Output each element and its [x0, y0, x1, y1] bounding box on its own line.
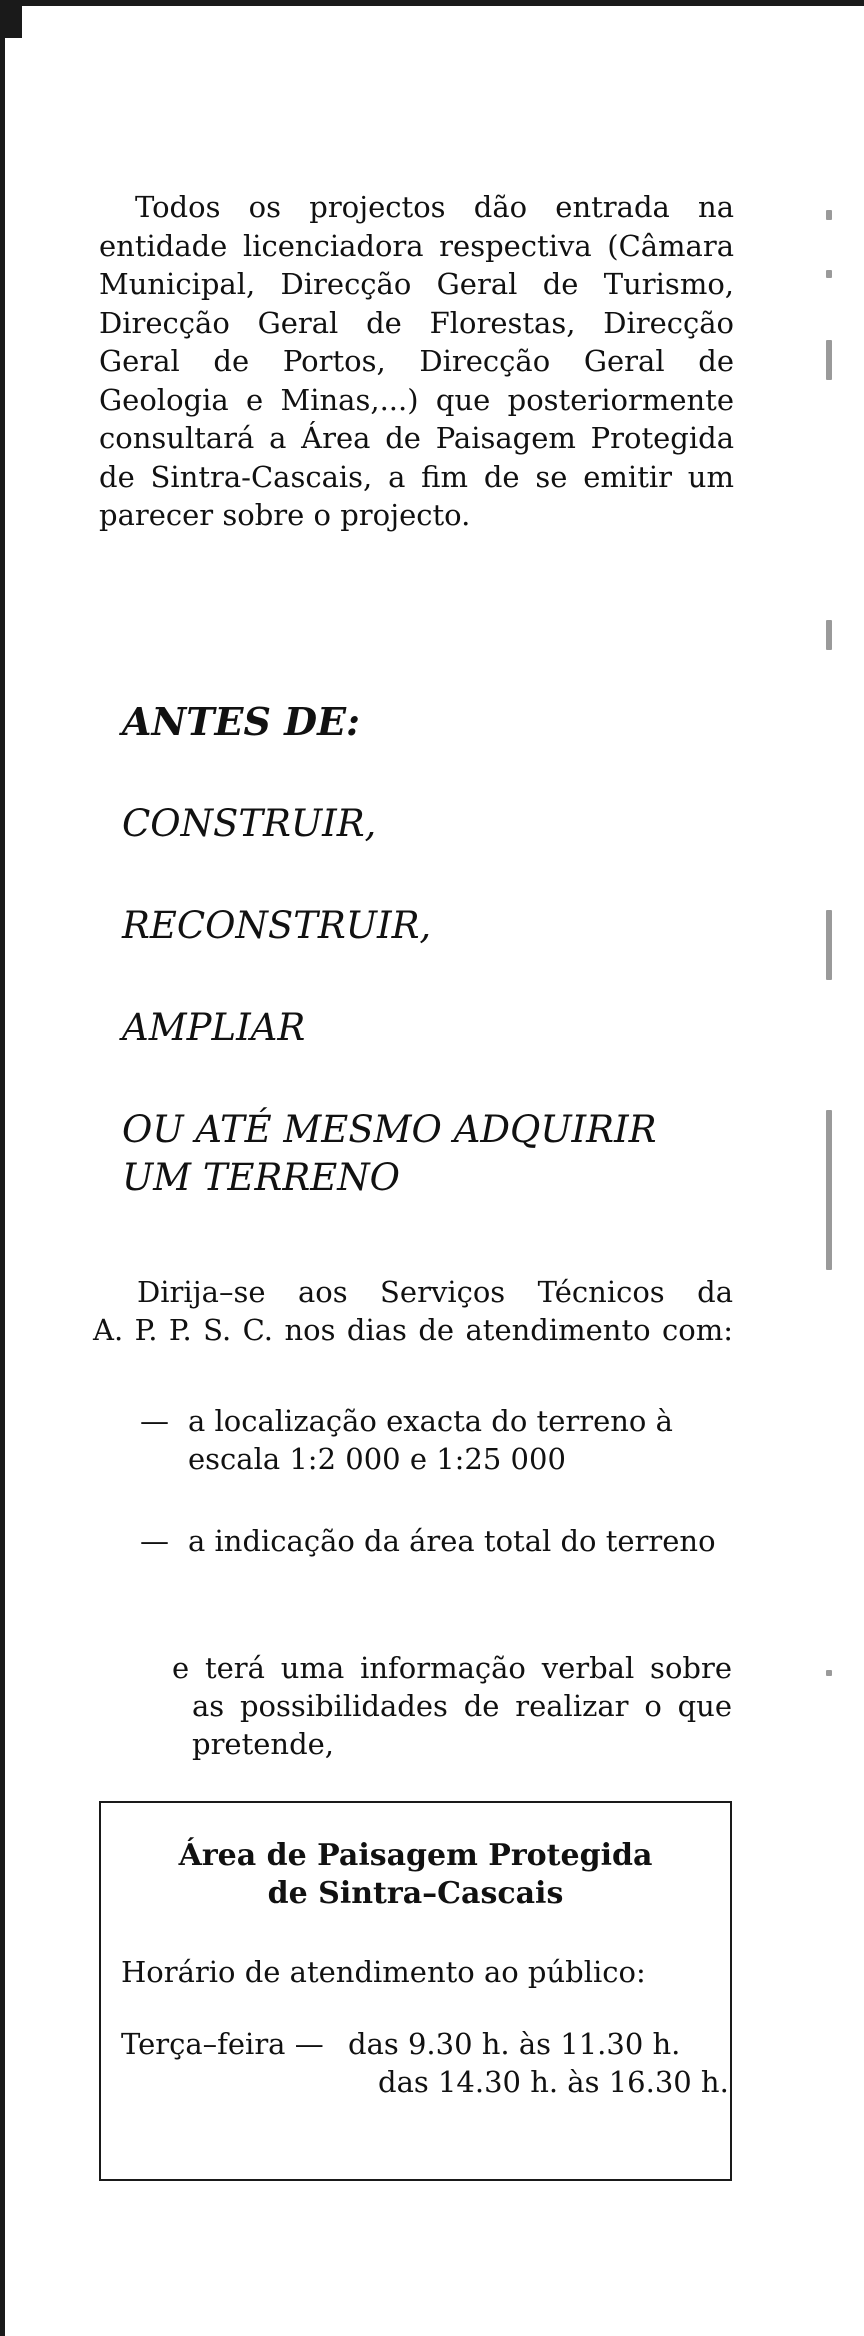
page-left-edge: [0, 0, 5, 2336]
box-title-line-2: de Sintra–Cascais: [267, 1876, 564, 1911]
dash-marker: —: [140, 1404, 169, 1438]
bleed-mark: [826, 1110, 832, 1270]
requirement-text: a localização exacta do terreno à escala 1:2 000 e 1:25 000: [188, 1404, 673, 1476]
hours-row: [121, 2025, 729, 2099]
bleed-mark: [826, 1670, 832, 1676]
action-construir: CONSTRUIR,: [122, 802, 377, 845]
page-corner-edge: [0, 0, 22, 38]
action-reconstruir: RECONSTRUIR,: [122, 904, 432, 947]
bleed-mark: [826, 340, 832, 380]
hours-label: Horário de atendimento ao público:: [121, 1955, 646, 1989]
hours-time-afternoon: das 14.30 h. às 16.30 h.: [378, 2065, 729, 2099]
antes-de-heading: ANTES DE:: [122, 699, 361, 744]
dirija-line-1: Dirija–se aos Serviços Técnicos da: [137, 1275, 733, 1309]
hours-day: Terça–feira —: [121, 2027, 324, 2061]
bleed-through-marks: [826, 190, 840, 1690]
hours-times: [348, 2025, 729, 2101]
box-title-line-1: Área de Paisagem Protegida: [178, 1838, 653, 1873]
dirija-line-2: A. P. P. S. C. nos dias de atendimento com:: [93, 1313, 733, 1347]
requirement-item: [140, 1402, 735, 1478]
dirija-paragraph: [93, 1273, 733, 1349]
opening-hours-box: [99, 1801, 732, 2181]
hours-time-morning: das 9.30 h. às 11.30 h.: [348, 2027, 681, 2061]
verbal-info-paragraph: e terá uma informação verbal sobre as possibilidades de realizar o que pretende,: [172, 1651, 732, 1761]
dash-marker: —: [140, 1524, 169, 1558]
action-adquirir-terreno: OU ATÉ MESMO ADQUIRIR UM TERRENO: [122, 1108, 657, 1199]
intro-paragraph: Todos os projectos dão entrada na entidade licenciadora respectiva (Câmara Municipal, Direcção Geral de Turismo, Direcção Geral de Florestas, Direcção Geral de Portos, Direcção Geral de Geologia e Minas,...) que posteriormente consultará a Área de Paisagem Protegida de Sintra-Cascais, a fim de se emitir um parecer sobre o projecto.: [99, 190, 734, 532]
box-title: [101, 1837, 730, 1913]
requirement-item: [140, 1522, 735, 1560]
page-top-edge: [0, 0, 864, 6]
bleed-mark: [826, 620, 832, 650]
bleed-mark: [826, 210, 832, 220]
action-ampliar: AMPLIAR: [122, 1006, 306, 1049]
requirements-list: [140, 1402, 735, 1604]
action-list: [122, 800, 762, 1256]
bleed-mark: [826, 910, 832, 980]
requirement-text: a indicação da área total do terreno: [188, 1524, 716, 1558]
bleed-mark: [826, 270, 832, 278]
